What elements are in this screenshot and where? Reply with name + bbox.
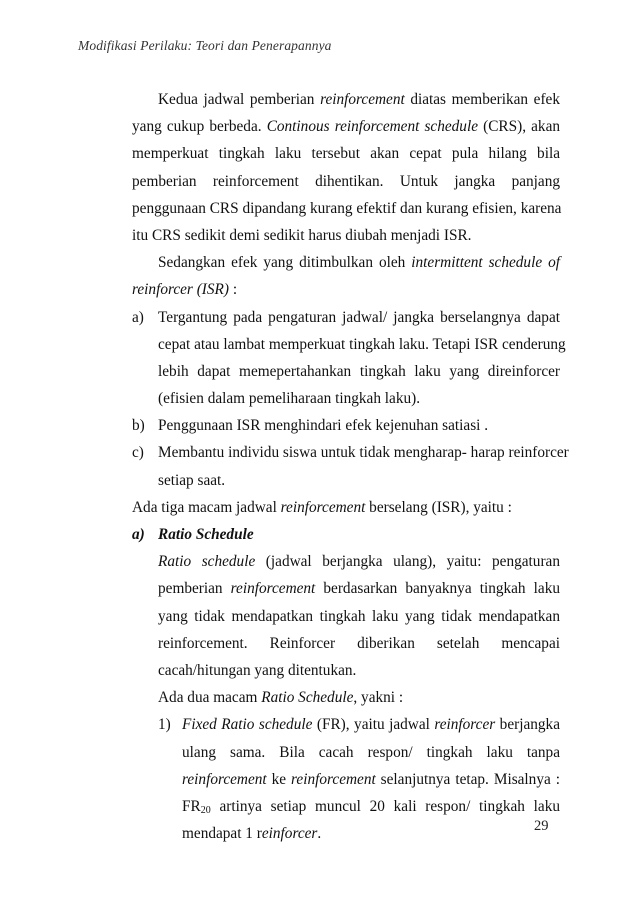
list-text: (efisien dalam pemeliharaan tingkah laku). bbox=[158, 390, 421, 408]
text-run: : bbox=[229, 281, 238, 299]
paragraph-line: memperkuat tingkah laku tersebut akan cepat pula hilang bila bbox=[132, 145, 560, 163]
list-text: Membantu individu siswa untuk tidak mengharap- harap reinforcer bbox=[158, 444, 569, 462]
text-run: berdasarkan banyaknya tingkah laku bbox=[315, 580, 560, 598]
sublist-item-continuation bbox=[132, 766, 560, 793]
text-run: (CRS), akan bbox=[478, 118, 561, 136]
list-text: setiap saat. bbox=[158, 471, 226, 489]
text-run: , yakni : bbox=[353, 689, 404, 707]
list-text: lebih dapat memepertahankan tingkah laku yang direinforcer bbox=[158, 362, 560, 380]
text-run: yang cukup berbeda. bbox=[132, 118, 267, 136]
page-body bbox=[132, 86, 569, 847]
italic-term: intermittent schedule of bbox=[411, 254, 560, 272]
list-text: Fixed Ratio schedule (FR), yaitu jadwal reinforcer berjangka bbox=[182, 716, 560, 734]
list-item bbox=[132, 304, 560, 331]
running-header: Modifikasi Perilaku: Teori dan Penerapannya bbox=[78, 38, 332, 53]
paragraph-line bbox=[132, 494, 560, 521]
list-text: Tergantung pada pengaturan jadwal/ jangka berselangnya dapat bbox=[158, 308, 560, 326]
text-run: pemberian bbox=[158, 580, 231, 598]
paragraph-line bbox=[132, 575, 560, 602]
text-run: (jadwal berjangka ulang), yaitu: pengaturan bbox=[255, 553, 560, 571]
page-number: 29 bbox=[534, 818, 549, 834]
list-item-continuation bbox=[132, 331, 566, 358]
list-item-continuation bbox=[132, 467, 560, 494]
text-run: Sedangkan efek yang ditimbulkan oleh bbox=[158, 254, 412, 272]
paragraph-line: penggunaan CRS dipandang kurang efektif dan kurang efisien, karena bbox=[132, 199, 562, 217]
italic-term: reinforcer (ISR) bbox=[132, 281, 229, 299]
list-text: reinforcement ke reinforcement selanjutnya tetap. Misalnya : bbox=[182, 770, 560, 788]
section-title: Ratio Schedule bbox=[158, 526, 254, 543]
paragraph-line bbox=[132, 684, 560, 711]
list-marker: a) bbox=[132, 308, 144, 326]
italic-term: Ratio schedule bbox=[158, 553, 256, 571]
list-marker: b) bbox=[132, 417, 145, 435]
section-heading bbox=[132, 521, 560, 548]
italic-term: reinforcement bbox=[230, 580, 316, 598]
paragraph-line: itu CRS sedikit demi sedikit harus diubah menjadi ISR. bbox=[132, 226, 472, 244]
italic-term: reinforcement bbox=[280, 498, 366, 516]
list-text: ulang sama. Bila cacah respon/ tingkah laku tanpa bbox=[182, 743, 560, 761]
sublist-item-continuation bbox=[132, 793, 560, 820]
paragraph-line: reinforcement. Reinforcer diberikan setelah mencapai bbox=[158, 634, 560, 652]
section-marker: a) bbox=[132, 526, 145, 543]
list-item-continuation bbox=[132, 385, 560, 412]
sublist-item-continuation bbox=[132, 739, 560, 766]
list-marker: c) bbox=[132, 444, 144, 462]
list-text: cepat atau lambat memperkuat tingkah laku. Tetapi ISR cenderung bbox=[158, 335, 566, 353]
italic-term: reinforcement bbox=[320, 91, 405, 108]
paragraph-line bbox=[132, 548, 560, 575]
text-run: diatas memberikan efek bbox=[404, 91, 560, 108]
text-run: Ada tiga macam jadwal bbox=[132, 498, 281, 516]
list-marker: 1) bbox=[158, 716, 171, 734]
text-run: Kedua jadwal pemberian bbox=[158, 91, 321, 108]
list-item bbox=[132, 412, 560, 439]
text-run: Ada dua macam bbox=[158, 689, 262, 707]
subscript: 20 bbox=[200, 804, 211, 816]
text-run: berselang (ISR), yaitu : bbox=[365, 498, 512, 516]
sublist-item bbox=[132, 711, 560, 738]
list-text: Penggunaan ISR menghindari efek kejenuhan satiasi . bbox=[158, 417, 489, 435]
italic-term: Continous reinforcement schedule bbox=[266, 118, 478, 136]
paragraph-line: cacah/hitungan yang ditentukan. bbox=[158, 661, 357, 679]
paragraph-line bbox=[132, 249, 560, 276]
italic-term: Ratio Schedule bbox=[261, 689, 354, 707]
paragraph-line bbox=[132, 113, 560, 140]
list-item bbox=[132, 439, 569, 466]
list-item-continuation bbox=[132, 358, 560, 385]
sublist-item-continuation bbox=[132, 820, 560, 847]
paragraph-line: yang tidak mendapatkan tingkah laku yang tidak mendapatkan bbox=[158, 607, 560, 625]
paragraph-line: pemberian reinforcement dihentikan. Untuk jangka panjang bbox=[132, 172, 560, 190]
list-text: $FR_{20}$ artinya setiap muncul 20 kali respon/ tingkah laku bbox=[182, 797, 560, 816]
paragraph-line bbox=[132, 276, 560, 303]
list-text: mendapat 1 reinforcer. bbox=[182, 825, 322, 843]
paragraph-line bbox=[132, 86, 560, 113]
